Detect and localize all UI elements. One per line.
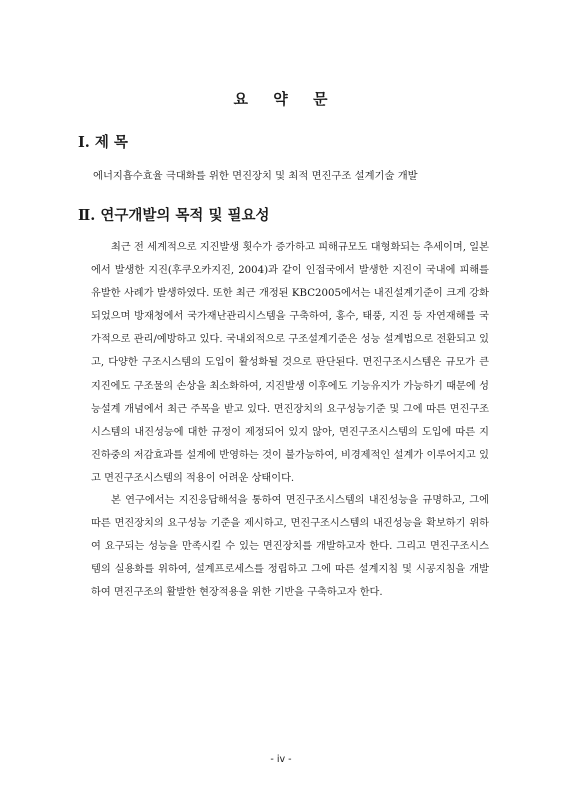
body-paragraph-2 [91, 489, 489, 604]
paragraph-text: 최근 전 세계적으로 지진발생 횟수가 증가하고 피해규모도 대형화되는 추세이며, 일본에서 발생한 지진(후쿠오카지진, 2004)과 같이 인접국에서 발생한 지진이 국내에 피해를 유발한 사례가 발생하였다. 또한 최근 개정된 KBC2005에서는 내진설계기준이 크게 강화되었으며 방재청에서 국가재난관리시스템을 구축하여, 홍수, 태풍, 지진 등 자연재해를 국가적으로 관리/예방하고 있다. 국내외적으로 구조설계기준은 성능 설계법으로 전환되고 있고, 다양한 구조시스템의 도입이 활성화될 것으로 판단된다. 면진구조시스템은 규모가 큰 지진에도 구조물의 손상을 최소화하여, 지진발생 이후에도 기능유지가 가능하기 때문에 성능설계 개념에서 최근 주목을 받고 있다. 면진장치의 요구성능기준 및 그에 따른 면진구조시스템의 내진성능에 대한 규정이 제정되어 있지 않아, 면진구조시스템의 도입에 따른 지진하중의 저감효과를 설계에 반영하는 것이 불가능하여, 비경제적인 설계가 이루어지고 있고 면진구조시스템의 적용이 어려운 상태이다. [91, 242, 489, 484]
research-subject: 에너지흡수효율 극대화를 위한 면진장치 및 최적 면진구조 설계기술 개발 [93, 170, 418, 182]
body-paragraph-1 [91, 236, 489, 490]
section-heading-title: Ⅰ. 제 목 [78, 134, 128, 151]
section-heading-purpose: Ⅱ. 연구개발의 목적 및 필요성 [78, 207, 270, 224]
page-number: - iv - [270, 754, 292, 765]
paragraph-text: 본 연구에서는 지진응답해석을 통하여 면진구조시스템의 내진성능을 규명하고, 그에 따른 면진장치의 요구성능 기준을 제시하고, 면진구조시스템의 내진성능을 확보하기 위하여 요구되는 성능을 만족시킬 수 있는 면진장치를 개발하고자 한다. 그리고 면진구조시스템의 실용화를 위하여, 설계프로세스를 정립하고 그에 따른 설계지침 및 시공지침을 개발하여 면진구조의 활발한 현장적용을 위한 기반을 구축하고자 한다. [91, 495, 489, 599]
page-title: 요 약 문 [233, 90, 329, 108]
